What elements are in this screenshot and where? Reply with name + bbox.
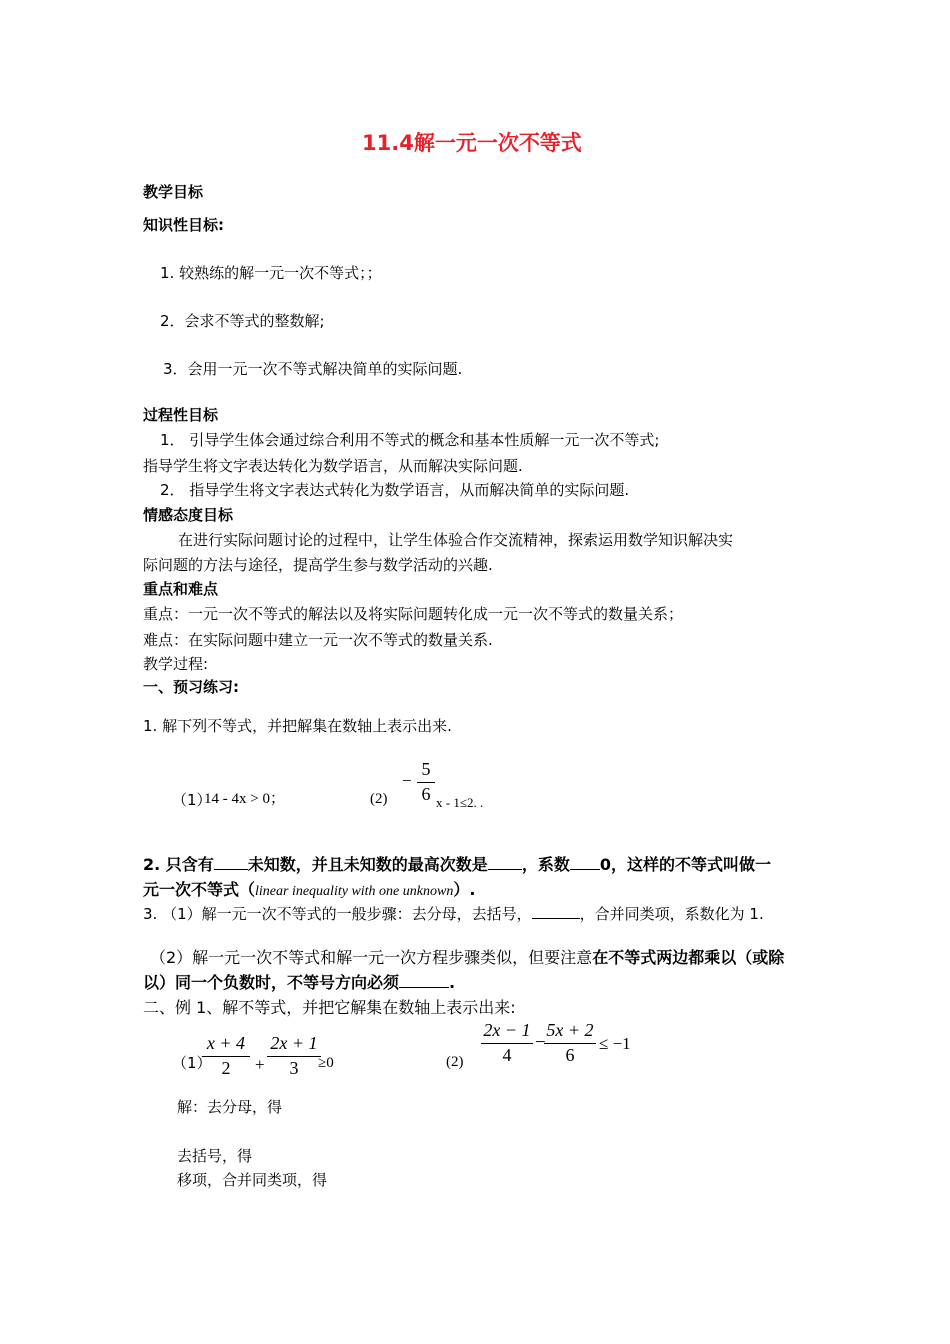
ex2-label: (2)	[446, 1054, 464, 1070]
q1-part1-expr: 14 - 4x > 0；	[204, 791, 285, 807]
example-title: 二、例 1、解不等式，并把它解集在数轴上表示出来:	[143, 998, 516, 1017]
q2-blank-2	[488, 869, 522, 870]
solution-step-2: 去括号，得	[177, 1147, 253, 1165]
heading-process-goals: 过程性目标	[143, 406, 219, 424]
q1-part2-sign: −	[402, 771, 412, 790]
ex1-fraction-1	[202, 1034, 250, 1079]
solution-step-3: 移项，合并同类项，得	[177, 1171, 328, 1189]
knowledge-item-3: 3．会用一元一次不等式解决简单的实际问题.	[163, 360, 463, 378]
heading-knowledge-goals: 知识性目标:	[143, 216, 224, 234]
q2-blank-1	[214, 869, 248, 870]
q1-part1-label: （1）	[172, 791, 212, 809]
q3-blank-2	[399, 987, 449, 988]
q3-1-text-a: 3. （1）解一元一次不等式的一般步骤：去分母，去括号，	[143, 905, 532, 923]
ex1-plus: +	[255, 1055, 265, 1074]
question-3-part-2-line-1	[150, 948, 784, 968]
ex1-f1-numerator: x + 4	[206, 1033, 246, 1053]
ex2-fraction-1	[481, 1021, 533, 1066]
knowledge-item-2: 2．会求不等式的整数解;	[160, 312, 325, 330]
ex1-f1-denominator: 2	[221, 1057, 231, 1078]
q2-text-b: 未知数，并且未知数的最高次数是	[247, 855, 488, 874]
ex1-label: （1）	[172, 1054, 212, 1072]
q3-2-text-a: （2）解一元一次不等式和解一元一次方程步骤类似，但要注意	[150, 948, 593, 967]
question-1: 1. 解下列不等式，并把解集在数轴上表示出来.	[143, 717, 452, 735]
fraction-bar	[544, 1043, 596, 1044]
q1-part2-numerator: 5	[421, 759, 431, 779]
attitude-text-2: 际问题的方法与途径，提高学生参与数学活动的兴趣.	[143, 556, 493, 574]
ex2-f1-numerator: 2x − 1	[483, 1020, 531, 1040]
q2-english-term: linear inequality with one unknown	[255, 884, 454, 899]
difficult-point: 难点：在实际问题中建立一元一次不等式的数量关系.	[143, 631, 493, 649]
fraction-bar	[481, 1043, 533, 1044]
q3-blank-1	[532, 918, 580, 919]
q2-text-c: ，系数	[521, 855, 570, 874]
q2-text-d: 0，这样的不等式叫做一	[599, 855, 771, 874]
ex2-f2-denominator: 6	[565, 1044, 575, 1065]
q3-2-text-c: 以）同一个负数时，不等号方向必须	[143, 973, 400, 992]
q2-text-a: 2. 只含有	[143, 855, 214, 874]
heading-attitude-goals: 情感态度目标	[143, 506, 234, 524]
q1-part2-label: (2)	[370, 791, 388, 807]
q2-text-e: 元一次不等式（	[143, 880, 256, 899]
q2-text-f: ）.	[453, 880, 476, 899]
ex1-tail: ≥0	[318, 1055, 334, 1071]
key-point: 重点：一元一次不等式的解法以及将实际问题转化成一元一次不等式的数量关系；	[143, 605, 684, 623]
q1-part2-denominator: 6	[421, 783, 431, 804]
ex2-minus: −	[535, 1032, 546, 1053]
heading-teaching-goals: 教学目标	[143, 183, 204, 201]
heading-key-points: 重点和难点	[143, 580, 219, 598]
ex1-f2-numerator: 2x + 1	[270, 1033, 318, 1053]
ex2-fraction-2	[544, 1021, 596, 1066]
question-3-part-1	[143, 905, 764, 924]
process-line-3: 2． 指导学生将文字表达式转化为数学语言，从而解决简单的实际问题.	[160, 481, 630, 499]
knowledge-item-1: 1. 较熟练的解一元一次不等式；；	[160, 264, 382, 282]
ex2-tail: ≤ −1	[599, 1034, 631, 1053]
process-line-2: 指导学生将文字表达转化为数学语言，从而解决实际问题.	[143, 457, 523, 475]
ex1-fraction-2	[267, 1034, 321, 1079]
question-2-line-1	[143, 855, 771, 875]
fraction-bar	[202, 1056, 250, 1057]
page-title: 11.4解一元一次不等式	[362, 131, 582, 155]
q1-part2-fraction	[417, 760, 435, 805]
process-line-1: 1． 引导学生体会通过综合利用不等式的概念和基本性质解一元一次不等式;	[160, 431, 660, 449]
teaching-process-label: 教学过程:	[143, 655, 209, 673]
question-2-line-2	[143, 880, 475, 901]
fraction-bar	[267, 1056, 321, 1057]
ex1-f2-denominator: 3	[289, 1057, 299, 1078]
solution-step-1: 解：去分母，得	[177, 1098, 283, 1116]
section-1-title: 一、预习练习:	[143, 678, 239, 696]
q3-1-text-b: ，合并同类项，系数化为 1.	[579, 905, 764, 923]
ex2-f1-denominator: 4	[502, 1044, 512, 1065]
fraction-bar	[417, 782, 435, 783]
question-3-part-2-line-2	[143, 973, 455, 993]
q3-2-text-b: 在不等式两边都乘以（或除	[592, 948, 785, 967]
q3-2-text-d: .	[449, 973, 456, 992]
q1-part2-tail: x - 1≤2. .	[436, 795, 484, 810]
q2-blank-3	[570, 869, 600, 870]
attitude-text-1: 在进行实际问题讨论的过程中，让学生体验合作交流精神，探索运用数学知识解决实	[178, 531, 734, 549]
ex2-f2-numerator: 5x + 2	[546, 1020, 594, 1040]
